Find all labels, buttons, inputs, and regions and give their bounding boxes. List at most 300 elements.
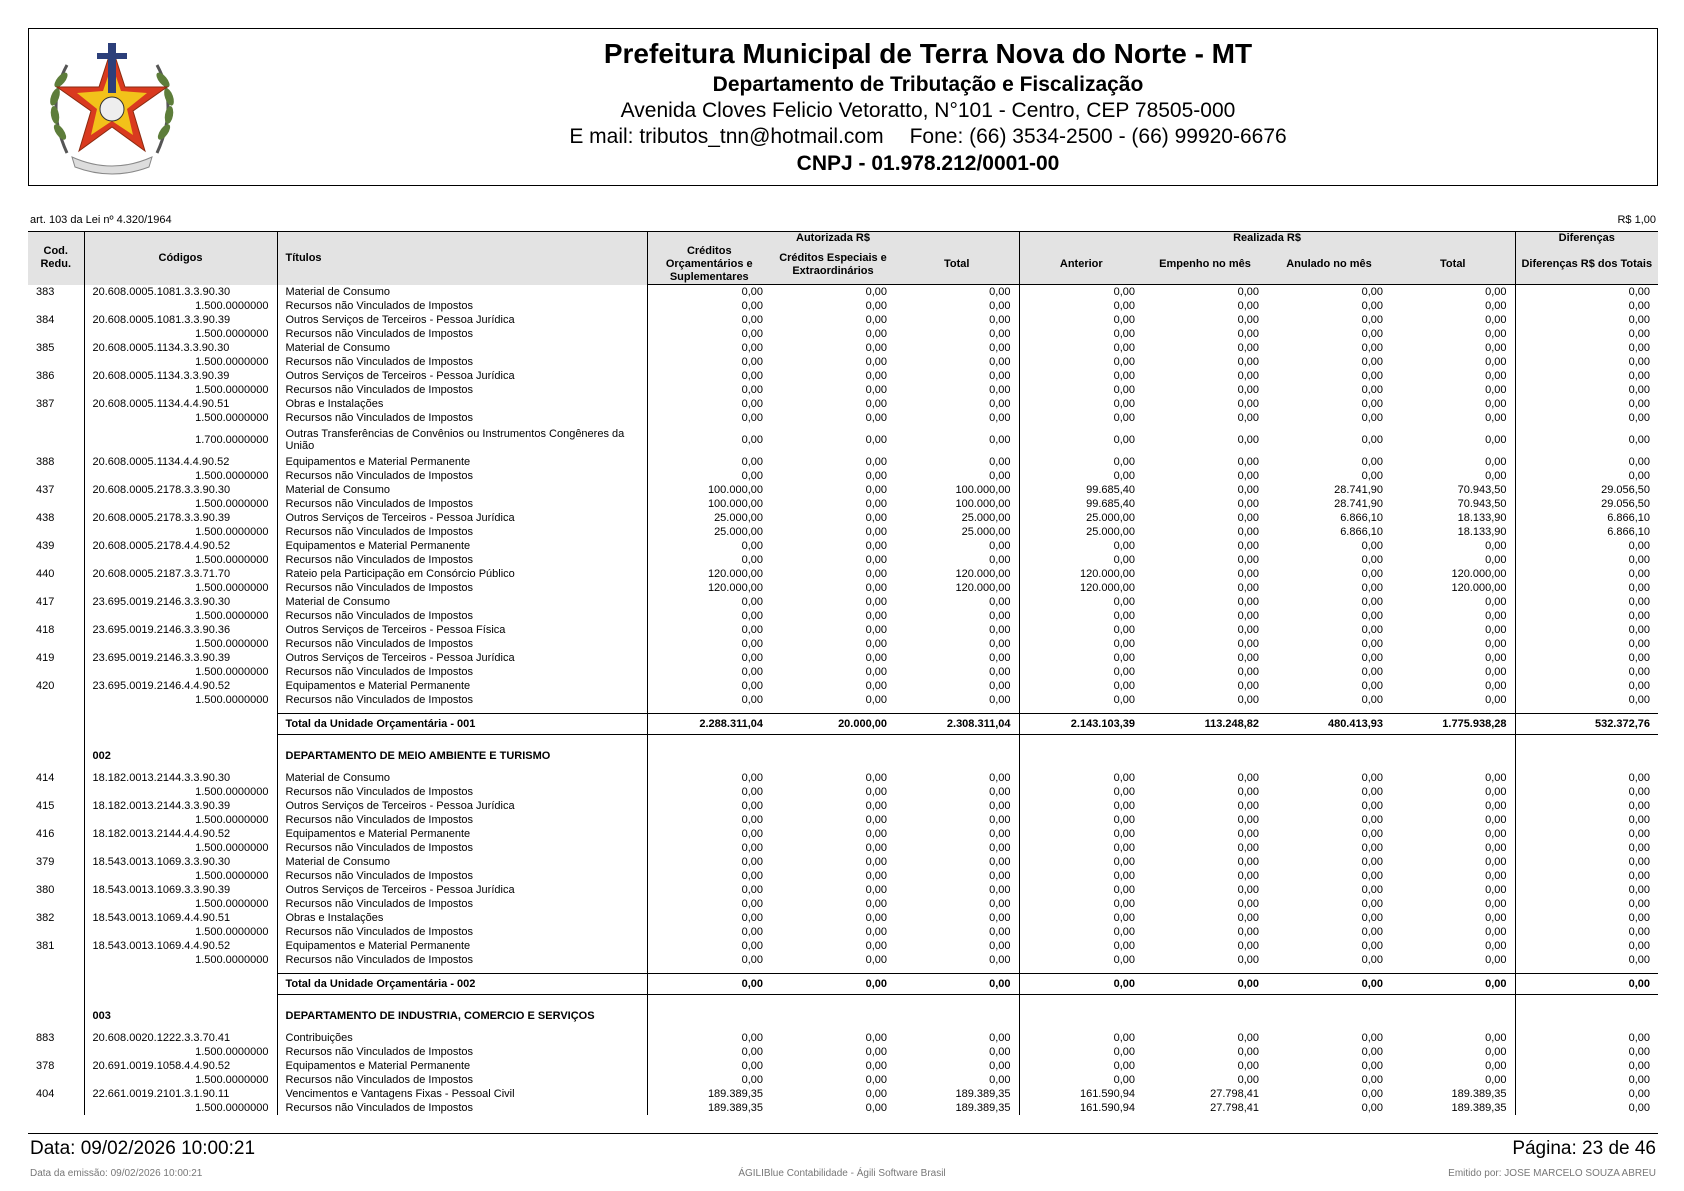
value-cell: 0,00 [647,553,771,567]
value-cell: 0,00 [1237,286,1260,298]
code-cell: 18.543.0013.1069.3.3.90.39 [84,883,277,897]
value-cell: 0,00 [1485,898,1507,910]
title-cell: Outros Serviços de Terceiros - Pessoa Jurídica [277,799,647,813]
total-value: 480.413,93 [1267,714,1391,735]
value-cell: 0,00 [989,898,1011,910]
table-subrow [28,411,1658,425]
value-cell: 0,00 [989,300,1011,312]
code-cell: 1.500.0000000 [84,693,277,707]
value-cell: 0,00 [865,434,887,446]
value-cell: 0,00 [647,327,771,341]
value-cell: 0,00 [1237,512,1260,524]
value-cell: 0,00 [865,1102,887,1114]
group-diferencas: Diferenças [1515,232,1658,246]
value-cell: 0,00 [865,666,887,678]
cod-cell [28,974,84,995]
value-cell: 0,00 [1237,856,1260,868]
value-cell: 0,00 [1237,568,1260,580]
value-cell: 18.133,90 [1457,526,1507,538]
value-cell: 0,00 [1485,624,1507,636]
code-cell: 1.500.0000000 [84,609,277,623]
value-cell: 100.000,00 [955,498,1011,510]
value-cell: 189.389,35 [1451,1088,1507,1100]
value-cell: 0,00 [1485,1046,1507,1058]
table-subrow [28,693,1658,707]
value-cell: 0,00 [865,470,887,482]
value-cell: 0,00 [1485,666,1507,678]
value-cell: 0,00 [989,800,1011,812]
table-row [28,539,1658,553]
value-cell: 0,00 [1361,870,1384,882]
value-cell: 0,00 [1361,314,1384,326]
value-cell: 0,00 [1019,1045,1143,1059]
code-cell: 1.500.0000000 [84,785,277,799]
value-cell: 0,00 [1515,953,1658,967]
value-cell: 0,00 [989,624,1011,636]
value-cell: 0,00 [1485,342,1507,354]
value-cell: 0,00 [1515,1045,1658,1059]
table-row [28,341,1658,355]
value-cell: 0,00 [1485,456,1507,468]
value-cell: 0,00 [1485,842,1507,854]
cod-redu-cell [28,469,84,483]
value-cell: 0,00 [647,595,771,609]
cod-redu-cell: 439 [36,540,55,552]
value-cell: 0,00 [647,425,771,455]
value-cell: 0,00 [1237,300,1260,312]
value-cell: 0,00 [865,1060,887,1072]
col-total-autorizada: Total [895,245,1019,285]
value-cell: 0,00 [647,925,771,939]
value-cell: 29.056,50 [1515,497,1658,511]
value-cell: 27.798,41 [1210,1088,1260,1100]
title-cell: Outros Serviços de Terceiros - Pessoa Jurídica [277,651,647,665]
col-titulos: Títulos [277,232,647,285]
value-cell: 0,00 [1019,679,1143,693]
title-cell: Recursos não Vinculados de Impostos [277,355,647,369]
value-cell: 0,00 [1515,327,1658,341]
table-subrow [28,785,1658,799]
code-cell: 1.500.0000000 [84,925,277,939]
header-group-row [28,232,1658,246]
title-cell: Recursos não Vinculados de Impostos [277,813,647,827]
value-cell: 0,00 [647,693,771,707]
value-cell: 0,00 [989,314,1011,326]
cod-cell [28,741,84,771]
cod-redu-cell [28,665,84,679]
value-cell: 0,00 [1237,314,1260,326]
value-cell [1391,741,1515,771]
value-cell: 0,00 [1361,286,1384,298]
title-cell: Material de Consumo [277,285,647,300]
value-cell: 0,00 [1485,694,1507,706]
value-cell: 0,00 [1515,425,1658,455]
cod-redu-cell [28,925,84,939]
value-cell: 0,00 [1361,1088,1384,1100]
code-cell: 18.182.0013.2144.3.3.90.30 [84,771,277,785]
value-cell: 0,00 [647,1045,771,1059]
value-cell: 0,00 [865,1046,887,1058]
table-row [28,883,1658,897]
value-cell: 0,00 [1237,484,1260,496]
value-cell: 0,00 [865,554,887,566]
value-cell: 0,00 [1361,624,1384,636]
title-cell: Recursos não Vinculados de Impostos [277,553,647,567]
value-cell: 0,00 [1485,912,1507,924]
code-cell: 1.500.0000000 [84,813,277,827]
value-cell: 0,00 [1361,554,1384,566]
title-cell: Recursos não Vinculados de Impostos [277,383,647,397]
value-cell: 27.798,41 [1210,1102,1260,1114]
table-subrow [28,841,1658,855]
value-cell: 0,00 [1515,397,1658,411]
table-row [28,595,1658,609]
value-cell: 0,00 [1361,456,1384,468]
section-code: 002 [84,741,277,771]
code-cell: 18.543.0013.1069.3.3.90.30 [84,855,277,869]
value-cell: 0,00 [647,813,771,827]
value-cell: 0,00 [989,456,1011,468]
value-cell: 0,00 [865,498,887,510]
cod-redu-cell [28,869,84,883]
value-cell: 0,00 [989,940,1011,952]
col-anulado: Anulado no mês [1267,245,1391,285]
title-cell: Recursos não Vinculados de Impostos [277,327,647,341]
table-row [28,313,1658,327]
value-cell: 25.000,00 [647,511,771,525]
law-note: art. 103 da Lei nº 4.320/1964 [30,214,172,226]
value-cell: 0,00 [989,954,1011,966]
value-cell: 161.590,94 [1019,1087,1143,1101]
value-cell: 0,00 [1019,1073,1143,1087]
value-cell: 0,00 [1019,1031,1143,1045]
value-cell: 0,00 [1237,940,1260,952]
code-cell: 20.608.0005.1134.3.3.90.30 [84,341,277,355]
value-cell [895,1001,1019,1031]
code-cell: 1.500.0000000 [84,469,277,483]
table-row [28,285,1658,300]
table-subrow [28,1101,1658,1115]
title-cell: Material de Consumo [277,341,647,355]
value-cell: 0,00 [1019,1059,1143,1073]
value-cell: 0,00 [865,1032,887,1044]
value-cell: 0,00 [1361,342,1384,354]
value-cell: 0,00 [647,299,771,313]
value-cell: 0,00 [1515,911,1658,925]
cod-redu-cell [28,425,84,455]
value-cell: 0,00 [647,841,771,855]
cod-redu-cell: 384 [36,314,55,326]
value-cell: 0,00 [865,898,887,910]
value-cell: 0,00 [865,912,887,924]
value-cell: 0,00 [865,456,887,468]
value-cell: 0,00 [1485,384,1507,396]
value-cell: 0,00 [647,855,771,869]
value-cell: 0,00 [1515,1031,1658,1045]
value-cell: 0,00 [1237,412,1260,424]
cod-redu-cell: 379 [36,856,55,868]
title-cell: Rateio pela Participação em Consórcio Público [277,567,647,581]
value-cell: 0,00 [1515,693,1658,707]
value-cell: 0,00 [1019,693,1143,707]
value-cell: 0,00 [1515,539,1658,553]
value-cell: 0,00 [1515,341,1658,355]
code-cell: 23.695.0019.2146.3.3.90.36 [84,623,277,637]
value-cell: 0,00 [865,638,887,650]
value-cell: 0,00 [1361,940,1384,952]
code-cell: 1.500.0000000 [84,383,277,397]
title-cell: Material de Consumo [277,771,647,785]
value-cell: 0,00 [1515,1073,1658,1087]
cod-redu-cell [28,327,84,341]
value-cell: 120.000,00 [1019,567,1143,581]
budget-table-body [28,285,1658,1116]
value-cell: 0,00 [1237,540,1260,552]
value-cell: 0,00 [1361,610,1384,622]
value-cell: 0,00 [1361,1102,1384,1114]
value-cell: 0,00 [1515,581,1658,595]
value-cell: 0,00 [647,1031,771,1045]
value-cell: 0,00 [1237,624,1260,636]
code-cell: 1.500.0000000 [84,581,277,595]
cod-redu-cell [28,1073,84,1087]
value-cell: 100.000,00 [955,484,1011,496]
value-cell: 0,00 [1237,1074,1260,1086]
title-cell: Recursos não Vinculados de Impostos [277,693,647,707]
total-row [28,974,1658,995]
code-cell: 20.608.0005.2178.3.3.90.30 [84,483,277,497]
value-cell: 0,00 [865,610,887,622]
title-cell: Outras Transferências de Convênios ou Instrumentos Congêneres da União [277,425,647,455]
value-cell: 0,00 [1019,341,1143,355]
value-cell: 0,00 [865,870,887,882]
value-cell: 0,00 [1237,884,1260,896]
cod-redu-cell [28,383,84,397]
col-empenho: Empenho no mês [1143,245,1267,285]
table-row [28,939,1658,953]
value-cell: 0,00 [1361,786,1384,798]
value-cell: 0,00 [1237,954,1260,966]
value-cell: 0,00 [1019,623,1143,637]
code-cell: 1.500.0000000 [84,299,277,313]
table-subrow [28,925,1658,939]
title-cell: Recursos não Vinculados de Impostos [277,953,647,967]
value-cell: 0,00 [1019,771,1143,785]
total-value: 0,00 [1267,974,1391,995]
value-cell: 0,00 [865,786,887,798]
value-cell: 0,00 [1361,540,1384,552]
code-cell: 1.700.0000000 [84,425,277,455]
value-cell: 0,00 [989,1060,1011,1072]
value-cell: 0,00 [989,356,1011,368]
value-cell: 0,00 [1515,637,1658,651]
code-cell: 1.500.0000000 [84,525,277,539]
footer-software: ÁGILIBlue Contabilidade - Ágili Software Brasil [738,1168,946,1179]
value-cell: 0,00 [647,771,771,785]
value-cell: 0,00 [1237,870,1260,882]
value-cell: 120.000,00 [647,567,771,581]
title-cell: Outros Serviços de Terceiros - Pessoa Jurídica [277,511,647,525]
value-cell: 0,00 [1485,1074,1507,1086]
value-cell: 6.866,10 [1340,526,1384,538]
code-cell: 20.608.0005.1081.3.3.90.39 [84,313,277,327]
col-diferencas-totais: Diferenças R$ dos Totais [1515,245,1658,285]
value-cell: 0,00 [647,623,771,637]
cod-redu-cell: 404 [36,1088,55,1100]
cod-redu-cell: 386 [36,370,55,382]
table-row [28,369,1658,383]
value-cell: 0,00 [865,1074,887,1086]
value-cell: 0,00 [1237,638,1260,650]
value-cell: 0,00 [1515,1059,1658,1073]
value-cell: 0,00 [1361,884,1384,896]
title-cell: Recursos não Vinculados de Impostos [277,581,647,595]
code-cell [84,714,277,735]
value-cell: 0,00 [1515,827,1658,841]
table-subrow [28,497,1658,511]
title-cell: Recursos não Vinculados de Impostos [277,1073,647,1087]
cod-redu-cell: 388 [36,456,55,468]
code-cell: 20.608.0005.2178.3.3.90.39 [84,511,277,525]
total-value: 0,00 [1143,974,1267,995]
value-cell: 0,00 [989,652,1011,664]
value-cell: 0,00 [989,786,1011,798]
value-cell: 0,00 [647,665,771,679]
value-cell: 0,00 [1361,856,1384,868]
value-cell: 25.000,00 [1019,525,1143,539]
code-cell [84,974,277,995]
value-cell: 189.389,35 [955,1088,1011,1100]
value-cell: 0,00 [647,679,771,693]
title-cell: Contribuições [277,1031,647,1045]
section-code: 003 [84,1001,277,1031]
total-label: Total da Unidade Orçamentária - 002 [277,974,647,995]
value-cell: 0,00 [865,596,887,608]
table-subrow [28,469,1658,483]
value-cell: 0,00 [1515,553,1658,567]
value-cell: 0,00 [1019,369,1143,383]
title-cell: Recursos não Vinculados de Impostos [277,785,647,799]
value-cell: 0,00 [1361,582,1384,594]
value-cell: 0,00 [1361,1074,1384,1086]
value-cell: 0,00 [1515,855,1658,869]
value-cell: 0,00 [989,666,1011,678]
cod-redu-cell [28,553,84,567]
value-cell: 0,00 [1237,456,1260,468]
title-cell: Equipamentos e Material Permanente [277,939,647,953]
value-cell: 0,00 [1019,539,1143,553]
table-row [28,1087,1658,1101]
value-cell: 0,00 [1237,582,1260,594]
value-cell: 0,00 [1237,926,1260,938]
title-cell: Material de Consumo [277,855,647,869]
title-cell: Vencimentos e Vantagens Fixas - Pessoal Civil [277,1087,647,1101]
value-cell: 100.000,00 [647,497,771,511]
value-cell: 0,00 [865,1088,887,1100]
cod-redu-cell: 385 [36,342,55,354]
cod-redu-cell [28,525,84,539]
value-cell: 0,00 [1485,926,1507,938]
value-cell: 120.000,00 [1019,581,1143,595]
value-cell: 0,00 [1485,884,1507,896]
value-cell: 0,00 [1361,412,1384,424]
table-row [28,1059,1658,1073]
code-cell: 1.500.0000000 [84,553,277,567]
col-total-realizada: Total [1391,245,1515,285]
value-cell: 0,00 [865,286,887,298]
value-cell: 0,00 [989,912,1011,924]
value-cell: 0,00 [1361,814,1384,826]
value-cell: 0,00 [1485,398,1507,410]
title-cell: Recursos não Vinculados de Impostos [277,469,647,483]
value-cell: 0,00 [1237,1032,1260,1044]
value-cell: 0,00 [1361,1046,1384,1058]
value-cell: 0,00 [989,412,1011,424]
value-cell: 0,00 [1361,800,1384,812]
value-cell: 0,00 [1237,398,1260,410]
value-cell: 0,00 [865,398,887,410]
value-cell: 0,00 [865,624,887,636]
value-cell: 0,00 [647,397,771,411]
total-value: 0,00 [771,974,895,995]
value-cell: 0,00 [1237,842,1260,854]
value-cell: 0,00 [989,828,1011,840]
cod-redu-cell [28,953,84,967]
value-cell: 0,00 [1515,841,1658,855]
code-cell: 20.608.0005.1134.4.4.90.52 [84,455,277,469]
table-row [28,771,1658,785]
value-cell: 0,00 [989,638,1011,650]
value-cell: 0,00 [1019,383,1143,397]
value-cell: 0,00 [1019,827,1143,841]
value-cell: 0,00 [1515,455,1658,469]
value-cell [1267,1001,1391,1031]
value-cell: 0,00 [1485,772,1507,784]
value-cell: 0,00 [647,883,771,897]
code-cell: 1.500.0000000 [84,1101,277,1115]
value-cell: 0,00 [1237,384,1260,396]
title-cell: Material de Consumo [277,483,647,497]
value-cell: 0,00 [865,926,887,938]
value-cell [1515,1001,1658,1031]
col-creditos-orcamentarios: Créditos Orçamentários e Suplementares [647,245,771,285]
value-cell: 0,00 [1019,869,1143,883]
table-subrow [28,609,1658,623]
value-cell: 0,00 [1019,813,1143,827]
value-cell: 0,00 [1515,665,1658,679]
value-cell: 0,00 [1515,785,1658,799]
value-cell: 0,00 [1237,680,1260,692]
value-cell: 0,00 [1515,897,1658,911]
value-cell: 0,00 [865,342,887,354]
value-cell: 0,00 [989,370,1011,382]
table-row [28,679,1658,693]
cod-redu-cell: 381 [36,940,55,952]
title-cell: Equipamentos e Material Permanente [277,1059,647,1073]
value-cell: 0,00 [989,1046,1011,1058]
cod-redu-cell: 415 [36,800,55,812]
value-cell: 0,00 [1485,680,1507,692]
section-row [28,1001,1658,1031]
value-cell: 0,00 [1515,567,1658,581]
value-cell: 189.389,35 [1451,1102,1507,1114]
value-cell: 0,00 [1515,939,1658,953]
value-cell: 0,00 [647,785,771,799]
code-cell: 1.500.0000000 [84,665,277,679]
value-cell: 25.000,00 [1019,511,1143,525]
title-cell: Recursos não Vinculados de Impostos [277,637,647,651]
value-cell: 0,00 [647,953,771,967]
